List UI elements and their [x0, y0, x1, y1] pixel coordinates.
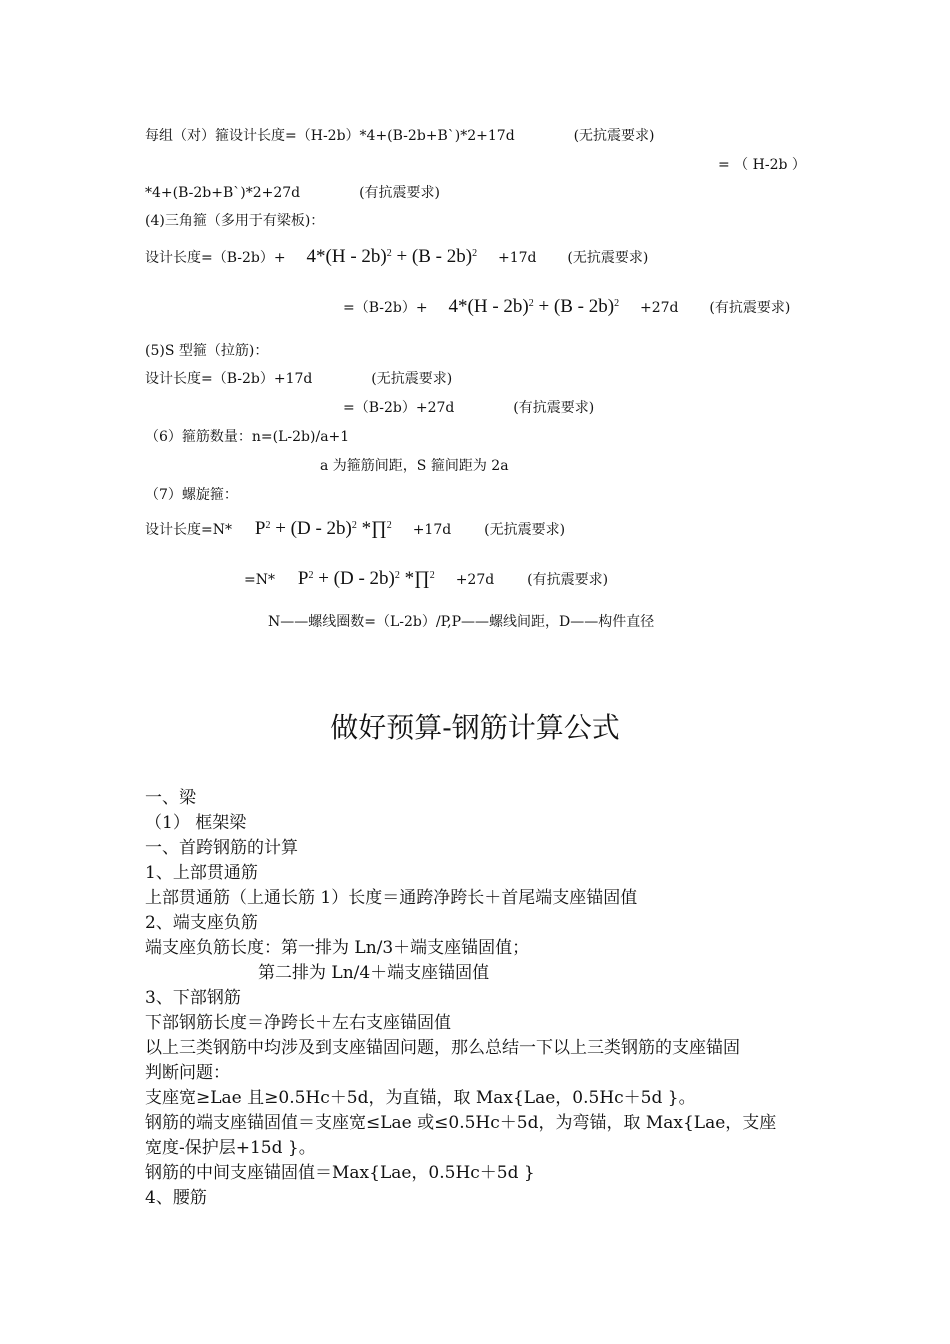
body-line-17: 4、腰筋 [145, 1188, 207, 1208]
stirrup-count-note: a 为箍筋间距，S 箍间距为 2a [320, 458, 509, 474]
body-line-6: 2、端支座负筋 [145, 913, 258, 933]
spiral-formula-2-add: +27d [455, 572, 495, 588]
spiral-formula-2-math: $P^2 + (D - 2b)^2$ *∏$^2$ [297, 568, 435, 589]
spiral-note: N——螺线圈数=（L-2b）/P,P——螺线间距，D——构件直径 [268, 614, 655, 630]
s-stirrup-formula-2-text: =（B-2b）+27d [343, 400, 455, 416]
body-line-11: 以上三类钢筋中均涉及到支座锚固问题，那么总结一下以上三类钢筋的支座锚固 [145, 1038, 740, 1058]
triangle-formula-2-add: +27d [640, 300, 679, 316]
body-line-1: 一、梁 [145, 788, 196, 808]
stirrup-length-alt-note: (有抗震要求) [359, 185, 440, 201]
triangle-formula-2 [343, 296, 790, 318]
triangle-formula-1-note: (无抗震要求) [567, 250, 649, 266]
s-stirrup-formula-2-note: (有抗震要求) [513, 400, 595, 416]
stirrup-length-alt-line [718, 154, 806, 174]
triangle-formula-1-math: 4*(H - 2b)$^2$ + (B - 2b)$^2$ [306, 246, 478, 267]
spiral-formula-2 [244, 568, 608, 590]
stirrup-count-line: （6）箍筋数量：n=(L-2b)/a+1 [145, 429, 350, 445]
body-line-2: （1） 框架梁 [145, 813, 247, 833]
s-stirrup-formula-2 [343, 397, 594, 417]
body-line-9: 3、下部钢筋 [145, 988, 241, 1008]
stirrup-length-alt-text: = （ H-2b ） [718, 157, 806, 173]
page-title: 做好预算-钢筋计算公式 [330, 711, 620, 744]
spiral-formula-1-note: (无抗震要求) [484, 522, 566, 538]
stirrup-length-line [145, 125, 655, 145]
body-line-4: 1、上部贯通筋 [145, 863, 258, 883]
triangle-stirrup-heading: (4)三角箍（多用于有梁板)： [145, 213, 325, 229]
triangle-formula-2-prefix: =（B-2b）+ [343, 300, 428, 316]
body-line-15: 宽度-保护层+15d }。 [145, 1138, 316, 1158]
body-line-8: 第二排为 Ln/4＋端支座锚固值 [258, 963, 490, 983]
stirrup-length-alt-cont [145, 182, 440, 202]
triangle-formula-2-math: 4*(H - 2b)$^2$ + (B - 2b)$^2$ [448, 296, 620, 317]
spiral-formula-2-note: (有抗震要求) [527, 572, 609, 588]
spiral-formula-1-prefix: 设计长度=N* [145, 522, 232, 538]
body-line-3: 一、首跨钢筋的计算 [145, 838, 298, 858]
spiral-formula-2-prefix: =N* [244, 572, 275, 588]
triangle-formula-1-add: +17d [498, 250, 537, 266]
body-line-5: 上部贯通筋（上通长筋 1）长度＝通跨净跨长＋首尾端支座锚固值 [145, 888, 638, 908]
body-line-10: 下部钢筋长度＝净跨长＋左右支座锚固值 [145, 1013, 451, 1033]
stirrup-length-alt-cont-text: *4+(B-2b+B`)*2+27d [145, 185, 301, 201]
body-line-7: 端支座负筋长度：第一排为 Ln/3＋端支座锚固值； [145, 938, 530, 958]
triangle-formula-1-prefix: 设计长度=（B-2b）+ [145, 250, 286, 266]
triangle-formula-1 [145, 246, 648, 268]
spiral-heading: （7）螺旋箍： [145, 487, 238, 503]
s-stirrup-heading: (5)S 型箍（拉筋)： [145, 343, 269, 359]
spiral-formula-1 [145, 518, 565, 540]
body-line-12: 判断问题： [145, 1063, 230, 1083]
spiral-formula-1-add: +17d [412, 522, 452, 538]
body-line-14: 钢筋的端支座锚固值＝支座宽≤Lae 或≤0.5Hc＋5d，为弯锚，取 Max{Lae，支座 [145, 1113, 777, 1133]
s-stirrup-formula-1 [145, 368, 452, 388]
stirrup-length-text: 每组（对）箍设计长度=（H-2b）*4+(B-2b+B`)*2+17d [145, 128, 515, 144]
s-stirrup-formula-1-text: 设计长度=（B-2b）+17d [145, 371, 313, 387]
s-stirrup-formula-1-note: (无抗震要求) [371, 371, 453, 387]
body-line-13: 支座宽≥Lae 且≥0.5Hc＋5d，为直锚，取 Max{Lae，0.5Hc＋5d }。 [145, 1088, 696, 1108]
stirrup-length-note: (无抗震要求) [573, 128, 655, 144]
body-line-16: 钢筋的中间支座锚固值＝Max{Lae，0.5Hc＋5d } [145, 1163, 535, 1183]
spiral-formula-1-math: $P^2 + (D - 2b)^2$ *∏$^2$ [254, 518, 392, 539]
triangle-formula-2-note: (有抗震要求) [709, 300, 791, 316]
